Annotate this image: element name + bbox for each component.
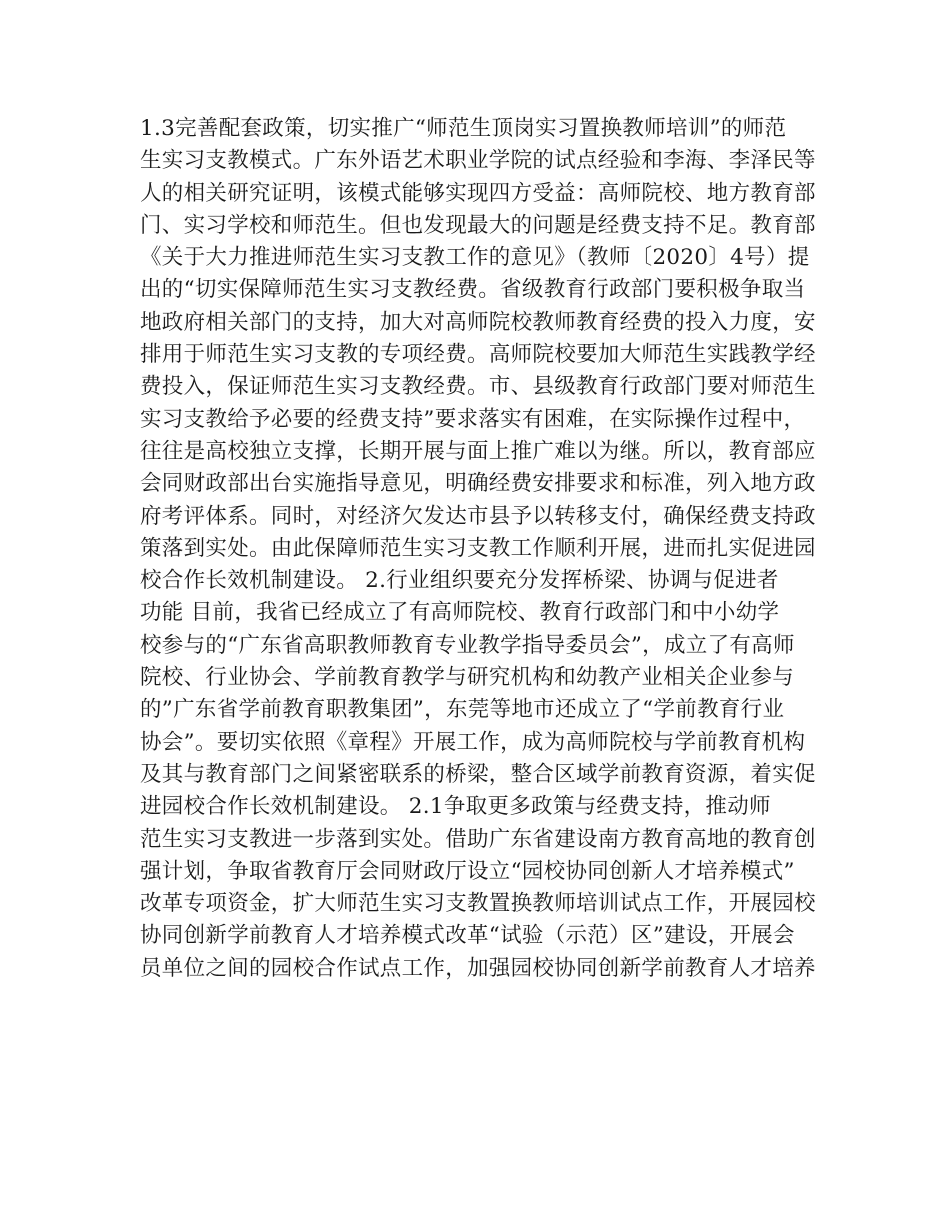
- text-line: 校参与的“广东省高职教师教育专业教学指导委员会”，成立了有高师: [140, 632, 795, 658]
- text-line: 协会”。要切实依照《章程》开展工作，成为高师院校与学前教育机构: [140, 729, 806, 755]
- text-line: 人的相关研究证明，该模式能够实现四方受益：高师院校、地方教育部: [140, 180, 816, 206]
- text-line: 校合作长效机制建设。 2.行业组织要充分发挥桥梁、协调与促进者: [140, 568, 779, 594]
- text-line: 生实习支教模式。广东外语艺术职业学院的试点经验和李海、李泽民等: [140, 148, 816, 174]
- text-line: 排用于师范生实习支教的专项经费。高师院校要加大师范生实践教学经: [140, 342, 816, 368]
- text-line: 费投入，保证师范生实习支教经费。市、县级教育行政部门要对师范生: [140, 374, 816, 400]
- text-line: 1.3完善配套政策，切实推广“师范生顶岗实习置换教师培训”的师范: [140, 116, 787, 141]
- text-line: 员单位之间的园校合作试点工作，加强园校协同创新学前教育人才培养: [140, 955, 816, 981]
- text-line: 协同创新学前教育人才培养模式改革“试验（示范）区”建设，开展会: [140, 923, 795, 949]
- text-line: 进园校合作长效机制建设。 2.1争取更多政策与经费支持，推动师: [140, 794, 771, 820]
- text-line: 往往是高校独立支撑，长期开展与面上推广难以为继。所以，教育部应: [140, 438, 816, 464]
- text-line: 出的“切实保障师范生实习支教经费。省级教育行政部门要积极争取当: [140, 277, 806, 303]
- text-line: 实习支教给予必要的经费支持”要求落实有困难，在实际操作过程中，: [140, 406, 806, 432]
- text-line: 范生实习支教进一步落到实处。借助广东省建设南方教育高地的教育创: [140, 826, 816, 852]
- text-line: 功能 目前，我省已经成立了有高师院校、教育行政部门和中小幼学: [140, 600, 780, 626]
- text-line: 改革专项资金，扩大师范生实习支教置换教师培训试点工作，开展园校: [140, 891, 816, 917]
- text-line: 强计划，争取省教育厅会同财政厅设立“园校协同创新人才培养模式”: [140, 858, 795, 884]
- text-line: 地政府相关部门的支持，加大对高师院校教师教育经费的投入力度，安: [140, 309, 816, 335]
- body-text: [140, 113, 820, 985]
- text-line: 院校、行业协会、学前教育教学与研究机构和幼教产业相关企业参与: [140, 665, 795, 691]
- text-line: 府考评体系。同时，对经济欠发达市县予以转移支付，确保经费支持政: [140, 503, 816, 529]
- text-line: 策落到实处。由此保障师范生实习支教工作顺利开展，进而扎实促进园: [140, 535, 816, 561]
- text-line: 门、实习学校和师范生。但也发现最大的问题是经费支持不足。教育部: [140, 212, 816, 238]
- text-line: 及其与教育部门之间紧密联系的桥梁，整合区域学前教育资源，着实促: [140, 761, 816, 787]
- text-line: 会同财政部出台实施指导意见，明确经费安排要求和标准，列入地方政: [140, 471, 816, 497]
- text-line: 《关于大力推进师范生实习支教工作的意见》（教师〔2020〕4号）提: [140, 245, 810, 271]
- text-line: 的”广东省学前教育职教集团”，东莞等地市还成立了“学前教育行业: [140, 697, 785, 723]
